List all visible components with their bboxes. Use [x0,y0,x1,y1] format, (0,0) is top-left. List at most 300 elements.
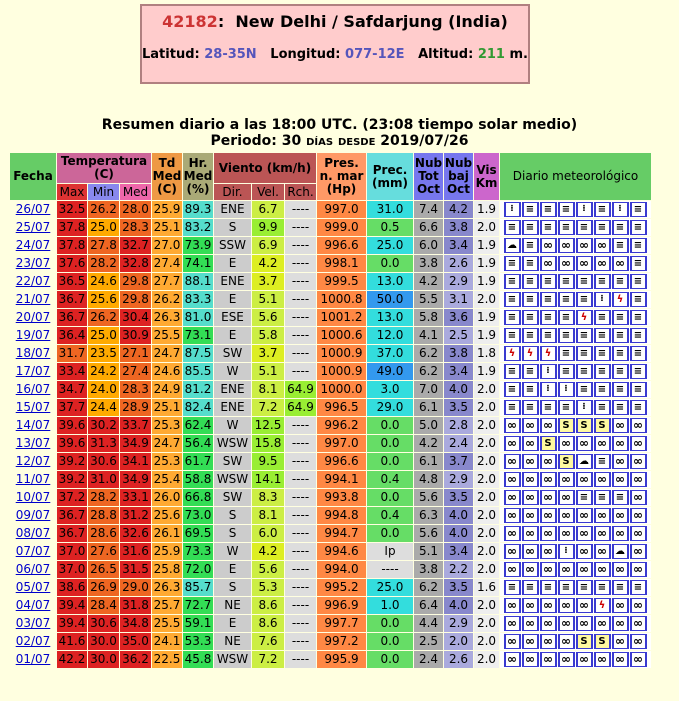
eq-icon[interactable]: ≡ [504,382,521,397]
eq-icon[interactable]: ≡ [612,400,629,415]
weather-icons-cell [500,219,651,236]
eq-icon[interactable]: ≡ [612,364,629,379]
haze-icon[interactable]: ∞ [630,472,647,487]
haze-icon[interactable]: ∞ [576,436,593,451]
eq-icon[interactable]: ≡ [576,490,593,505]
haze-icon[interactable]: ∞ [558,238,575,253]
eq-icon[interactable]: ≡ [504,310,521,325]
haze-icon[interactable]: ∞ [522,562,539,577]
wind-speed-cell: 3.7 [252,273,284,290]
eq-icon[interactable]: ≡ [522,328,539,343]
date-link[interactable]: 05/07 [15,580,51,594]
eq-icon[interactable]: ≡ [630,256,647,271]
eq-icon[interactable]: ≡ [504,220,521,235]
haze-icon[interactable]: ∞ [504,562,521,577]
eq-icon[interactable]: ≡ [522,400,539,415]
eq-icon[interactable]: ≡ [576,274,593,289]
rain-icon[interactable]: ⁝ [558,382,575,397]
date-link[interactable]: 18/07 [15,346,51,360]
eq-icon[interactable]: ≡ [558,202,575,217]
haze-icon[interactable]: ∞ [594,652,611,667]
haze-icon[interactable]: ∞ [504,436,521,451]
haze-icon[interactable]: ∞ [576,598,593,613]
temp-med-cell: 31.6 [120,543,151,560]
pressure-cell: 996.6 [317,453,366,470]
date-link[interactable]: 09/07 [15,508,51,522]
haze-icon[interactable]: ∞ [630,436,647,451]
eq-icon[interactable]: ≡ [540,310,557,325]
precipitation-cell: 3.0 [367,381,413,398]
haze-icon[interactable]: ∞ [522,616,539,631]
total-cloud-cell: 3.8 [414,255,443,272]
eq-icon[interactable]: ≡ [522,202,539,217]
low-cloud-cell: 4.0 [444,525,473,542]
total-cloud-cell: 6.3 [414,507,443,524]
eq-icon[interactable]: ≡ [558,220,575,235]
wind-dir-cell: S [214,579,251,596]
date-link[interactable]: 03/07 [15,616,51,630]
eq-icon[interactable]: ≡ [594,580,611,595]
total-cloud-cell: 7.0 [414,381,443,398]
haze-icon[interactable]: ∞ [594,508,611,523]
ts-icon[interactable]: ϟ [540,346,557,361]
haze-icon[interactable]: ∞ [522,526,539,541]
cloud-icon[interactable]: ☁ [576,454,593,469]
temp-max-cell: 37.6 [58,256,86,270]
haze-icon[interactable]: ∞ [558,472,575,487]
eq-icon[interactable]: ≡ [594,490,611,505]
haze-icon[interactable]: ∞ [540,256,557,271]
eq-icon[interactable]: ≡ [576,364,593,379]
eq-icon[interactable]: ≡ [630,310,647,325]
eq-icon[interactable]: ≡ [594,364,611,379]
date-link[interactable]: 10/07 [15,490,51,504]
visibility-cell: 1.9 [474,255,499,272]
eq-icon[interactable]: ≡ [594,274,611,289]
cloud-icon[interactable]: ☁ [504,238,521,253]
eq-icon[interactable]: ≡ [558,310,575,325]
haze-icon[interactable]: ∞ [558,598,575,613]
eq-icon[interactable]: ≡ [612,220,629,235]
haze-icon[interactable]: ∞ [612,418,629,433]
eq-icon[interactable]: ≡ [540,580,557,595]
temp-max-cell: 31.7 [58,346,86,360]
haze-icon[interactable]: ∞ [540,634,557,649]
haze-icon[interactable]: ∞ [540,526,557,541]
rain-icon[interactable]: ⁝ [576,400,593,415]
haze-icon[interactable]: ∞ [558,436,575,451]
haze-icon[interactable]: ∞ [522,472,539,487]
eq-icon[interactable]: ≡ [630,400,647,415]
ts-icon[interactable]: ϟ [522,346,539,361]
eq-icon[interactable]: ≡ [576,580,593,595]
wind-dir-cell: SSW [214,237,251,254]
date-link[interactable]: 08/07 [15,526,51,540]
rain-icon[interactable]: ⁝ [504,202,521,217]
low-cloud-cell: 3.8 [444,345,473,362]
haze-icon[interactable]: ∞ [540,418,557,433]
haze-icon[interactable]: ∞ [558,562,575,577]
eq-icon[interactable]: ≡ [558,364,575,379]
eq-icon[interactable]: ≡ [504,400,521,415]
haze-icon[interactable]: ∞ [504,418,521,433]
haze-icon[interactable]: ∞ [540,454,557,469]
eq-icon[interactable]: ≡ [594,346,611,361]
haze-icon[interactable]: ∞ [594,256,611,271]
cloud-icon[interactable]: ☁ [612,544,629,559]
eq-icon[interactable]: ≡ [540,400,557,415]
eq-icon[interactable]: ≡ [630,274,647,289]
sand-icon[interactable]: S [540,436,557,451]
haze-icon[interactable]: ∞ [612,454,629,469]
haze-icon[interactable]: ∞ [612,562,629,577]
date-link[interactable]: 22/07 [15,274,51,288]
wind-dir-cell: S [214,525,251,542]
temp-min-cell: 24.0 [88,381,119,398]
eq-icon[interactable]: ≡ [576,346,593,361]
haze-icon[interactable]: ∞ [630,562,647,577]
eq-icon[interactable]: ≡ [630,202,647,217]
date-link[interactable]: 14/07 [15,418,51,432]
temp-min-cell: 26.9 [88,579,119,596]
ts-icon[interactable]: ϟ [504,346,521,361]
haze-icon[interactable]: ∞ [522,436,539,451]
date-cell [10,435,56,452]
eq-icon[interactable]: ≡ [540,292,557,307]
eq-icon[interactable]: ≡ [540,274,557,289]
total-cloud-cell: 3.8 [414,561,443,578]
eq-icon[interactable]: ≡ [630,346,647,361]
haze-icon[interactable]: ∞ [594,616,611,631]
haze-icon[interactable]: ∞ [576,616,593,631]
weather-icons-cell [500,327,651,344]
dewpoint-cell: 25.8 [153,562,181,576]
eq-icon[interactable]: ≡ [522,382,539,397]
eq-icon[interactable]: ≡ [630,220,647,235]
total-cloud-cell: 7.4 [414,201,443,218]
haze-icon[interactable]: ∞ [576,256,593,271]
eq-icon[interactable]: ≡ [522,292,539,307]
haze-icon[interactable]: ∞ [576,652,593,667]
date-link[interactable]: 06/07 [15,562,51,576]
wind-speed-cell: 3.7 [252,345,284,362]
eq-icon[interactable]: ≡ [504,328,521,343]
eq-icon[interactable]: ≡ [612,328,629,343]
wind-dir-cell: E [214,291,251,308]
haze-icon[interactable]: ∞ [558,652,575,667]
haze-icon[interactable]: ∞ [630,598,647,613]
eq-icon[interactable]: ≡ [576,328,593,343]
visibility-cell: 2.0 [474,633,499,650]
sand-icon[interactable]: S [558,418,575,433]
temp-med-cell: 28.9 [120,399,151,416]
haze-icon[interactable]: ∞ [612,652,629,667]
haze-icon[interactable]: ∞ [504,544,521,559]
eq-icon[interactable]: ≡ [504,292,521,307]
haze-icon[interactable]: ∞ [558,616,575,631]
date-cell [10,345,56,362]
haze-icon[interactable]: ∞ [558,508,575,523]
date-link[interactable]: 17/07 [15,364,51,378]
wind-gust-cell: ---- [285,489,316,506]
haze-icon[interactable]: ∞ [558,490,575,505]
eq-icon[interactable]: ≡ [594,382,611,397]
col-td: Td Med (C) [152,153,182,200]
haze-icon[interactable]: ∞ [576,562,593,577]
low-cloud-cell: 2.9 [444,615,473,632]
eq-icon[interactable]: ≡ [612,274,629,289]
wind-speed-cell: 6.7 [252,201,284,218]
humidity-cell: 56.4 [184,436,212,450]
table-row [10,543,651,560]
haze-icon[interactable]: ∞ [630,454,647,469]
rain-icon[interactable]: ⁝ [612,202,629,217]
haze-icon[interactable]: ∞ [504,598,521,613]
haze-icon[interactable]: ∞ [540,472,557,487]
haze-icon[interactable]: ∞ [630,544,647,559]
haze-icon[interactable]: ∞ [540,490,557,505]
precipitation-cell: 0.4 [367,507,413,524]
haze-icon[interactable]: ∞ [612,616,629,631]
eq-icon[interactable]: ≡ [504,274,521,289]
haze-icon[interactable]: ∞ [594,238,611,253]
date-link[interactable]: 16/07 [15,382,51,396]
haze-icon[interactable]: ∞ [594,526,611,541]
eq-icon[interactable]: ≡ [594,328,611,343]
haze-icon[interactable]: ∞ [540,652,557,667]
sand-icon[interactable]: S [594,418,611,433]
haze-icon[interactable]: ∞ [522,652,539,667]
haze-icon[interactable]: ∞ [522,634,539,649]
eq-icon[interactable]: ≡ [576,382,593,397]
eq-icon[interactable]: ≡ [522,580,539,595]
eq-icon[interactable]: ≡ [594,220,611,235]
temp-min-cell: 30.0 [88,651,119,668]
eq-icon[interactable]: ≡ [558,274,575,289]
weather-icons-cell [500,471,651,488]
eq-icon[interactable]: ≡ [540,328,557,343]
haze-icon[interactable]: ∞ [558,526,575,541]
date-link[interactable]: 26/07 [15,202,51,216]
pressure-cell: 999.5 [317,273,366,290]
haze-icon[interactable]: ∞ [630,526,647,541]
eq-icon[interactable]: ≡ [630,382,647,397]
haze-icon[interactable]: ∞ [504,472,521,487]
haze-icon[interactable]: ∞ [522,418,539,433]
eq-icon[interactable]: ≡ [594,454,611,469]
haze-icon[interactable]: ∞ [540,508,557,523]
haze-icon[interactable]: ∞ [594,436,611,451]
haze-icon[interactable]: ∞ [576,238,593,253]
haze-icon[interactable]: ∞ [540,238,557,253]
haze-icon[interactable]: ∞ [576,472,593,487]
eq-icon[interactable]: ≡ [522,256,539,271]
sand-icon[interactable]: S [576,418,593,433]
date-link[interactable]: 23/07 [15,256,51,270]
rain-icon[interactable]: ⁝ [558,544,575,559]
haze-icon[interactable]: ∞ [540,562,557,577]
temp-min-cell: 27.8 [88,237,119,254]
date-link[interactable]: 15/07 [15,400,51,414]
date-cell [10,255,56,272]
haze-icon[interactable]: ∞ [594,544,611,559]
haze-icon[interactable]: ∞ [540,544,557,559]
haze-icon[interactable]: ∞ [612,526,629,541]
eq-icon[interactable]: ≡ [558,292,575,307]
date-link[interactable]: 21/07 [15,292,51,306]
eq-icon[interactable]: ≡ [558,328,575,343]
haze-icon[interactable]: ∞ [630,490,647,505]
eq-icon[interactable]: ≡ [522,238,539,253]
eq-icon[interactable]: ≡ [522,220,539,235]
eq-icon[interactable]: ≡ [504,580,521,595]
weather-icons-cell [500,651,651,668]
table-row [10,561,651,578]
haze-icon[interactable]: ∞ [504,490,521,505]
dewpoint-cell: 25.5 [153,616,181,630]
eq-icon[interactable]: ≡ [576,292,593,307]
date-link[interactable]: 13/07 [15,436,51,450]
eq-icon[interactable]: ≡ [558,346,575,361]
wind-speed-cell: 5.8 [252,327,284,344]
wind-gust-cell: ---- [285,525,316,542]
eq-icon[interactable]: ≡ [594,400,611,415]
rain-icon[interactable]: ⁝ [540,364,557,379]
date-link[interactable]: 20/07 [15,310,51,324]
haze-icon[interactable]: ∞ [576,526,593,541]
haze-icon[interactable]: ∞ [630,652,647,667]
wind-speed-cell: 9.9 [252,219,284,236]
pressure-cell: 997.7 [317,615,366,632]
date-link[interactable]: 24/07 [15,238,51,252]
eq-icon[interactable]: ≡ [558,580,575,595]
haze-icon[interactable]: ∞ [630,616,647,631]
date-link[interactable]: 19/07 [15,328,51,342]
weather-icons-cell [500,399,651,416]
temp-min-cell: 28.8 [88,507,119,524]
haze-icon[interactable]: ∞ [612,472,629,487]
rain-icon[interactable]: ⁝ [594,292,611,307]
haze-icon[interactable]: ∞ [504,526,521,541]
low-cloud-cell: 3.5 [444,399,473,416]
humidity-cell: 74.1 [184,256,212,270]
dewpoint-cell: 26.3 [153,580,181,594]
haze-icon[interactable]: ∞ [522,454,539,469]
date-link[interactable]: 07/07 [15,544,51,558]
eq-icon[interactable]: ≡ [504,364,521,379]
eq-icon[interactable]: ≡ [630,364,647,379]
summary-line-1 [0,117,679,133]
eq-icon[interactable]: ≡ [594,310,611,325]
sand-icon[interactable]: S [558,454,575,469]
ts-icon[interactable]: ϟ [612,292,629,307]
total-cloud-cell: 4.2 [414,435,443,452]
wind-speed-cell: 7.2 [252,399,284,416]
haze-icon[interactable]: ∞ [504,454,521,469]
haze-icon[interactable]: ∞ [522,508,539,523]
table-row [10,471,651,488]
haze-icon[interactable]: ∞ [612,598,629,613]
eq-icon[interactable]: ≡ [612,346,629,361]
eq-icon[interactable]: ≡ [612,490,629,505]
temp-max-cell: 39.4 [58,598,86,612]
haze-icon[interactable]: ∞ [576,508,593,523]
rain-icon[interactable]: ⁝ [576,202,593,217]
eq-icon[interactable]: ≡ [630,580,647,595]
eq-icon[interactable]: ≡ [612,580,629,595]
haze-icon[interactable]: ∞ [522,598,539,613]
haze-icon[interactable]: ∞ [522,544,539,559]
date-link[interactable]: 11/07 [15,472,51,486]
haze-icon[interactable]: ∞ [576,544,593,559]
haze-icon[interactable]: ∞ [594,562,611,577]
haze-icon[interactable]: ∞ [594,472,611,487]
ts-icon[interactable]: ϟ [576,310,593,325]
haze-icon[interactable]: ∞ [612,634,629,649]
haze-icon[interactable]: ∞ [630,418,647,433]
eq-icon[interactable]: ≡ [522,364,539,379]
haze-icon[interactable]: ∞ [540,598,557,613]
haze-icon[interactable]: ∞ [612,436,629,451]
weather-icons-cell [500,309,651,326]
haze-icon[interactable]: ∞ [558,256,575,271]
pressure-cell: 997.2 [317,633,366,650]
eq-icon[interactable]: ≡ [576,220,593,235]
date-cell [10,651,56,668]
haze-icon[interactable]: ∞ [612,508,629,523]
eq-icon[interactable]: ≡ [612,382,629,397]
date-link[interactable]: 25/07 [15,220,51,234]
wind-gust-cell: ---- [285,255,316,272]
humidity-cell: 89.3 [184,202,212,216]
date-link[interactable]: 02/07 [15,634,51,648]
sand-icon[interactable]: S [594,634,611,649]
eq-icon[interactable]: ≡ [630,238,647,253]
date-link[interactable]: 01/07 [15,652,51,666]
dewpoint-cell: 24.9 [153,382,181,396]
haze-icon[interactable]: ∞ [504,616,521,631]
haze-icon[interactable]: ∞ [540,616,557,631]
date-link[interactable]: 04/07 [15,598,51,612]
date-link[interactable]: 12/07 [15,454,51,468]
eq-icon[interactable]: ≡ [630,328,647,343]
eq-icon[interactable]: ≡ [612,310,629,325]
haze-icon[interactable]: ∞ [630,508,647,523]
sand-icon[interactable]: S [576,634,593,649]
eq-icon[interactable]: ≡ [594,202,611,217]
eq-icon[interactable]: ≡ [540,220,557,235]
haze-icon[interactable]: ∞ [612,256,629,271]
eq-icon[interactable]: ≡ [504,256,521,271]
eq-icon[interactable]: ≡ [522,274,539,289]
eq-icon[interactable]: ≡ [630,292,647,307]
haze-icon[interactable]: ∞ [504,652,521,667]
haze-icon[interactable]: ∞ [504,634,521,649]
haze-icon[interactable]: ∞ [522,490,539,505]
haze-icon[interactable]: ∞ [558,634,575,649]
haze-icon[interactable]: ∞ [504,508,521,523]
haze-icon[interactable]: ∞ [630,634,647,649]
eq-icon[interactable]: ≡ [612,238,629,253]
temp-max-cell: 42.2 [58,652,86,666]
rain-icon[interactable]: ⁝ [540,382,557,397]
low-cloud-cell: 4.0 [444,597,473,614]
wind-speed-cell: 4.2 [252,255,284,272]
eq-icon[interactable]: ≡ [522,310,539,325]
ts-icon[interactable]: ϟ [594,598,611,613]
eq-icon[interactable]: ≡ [558,400,575,415]
eq-icon[interactable]: ≡ [540,202,557,217]
